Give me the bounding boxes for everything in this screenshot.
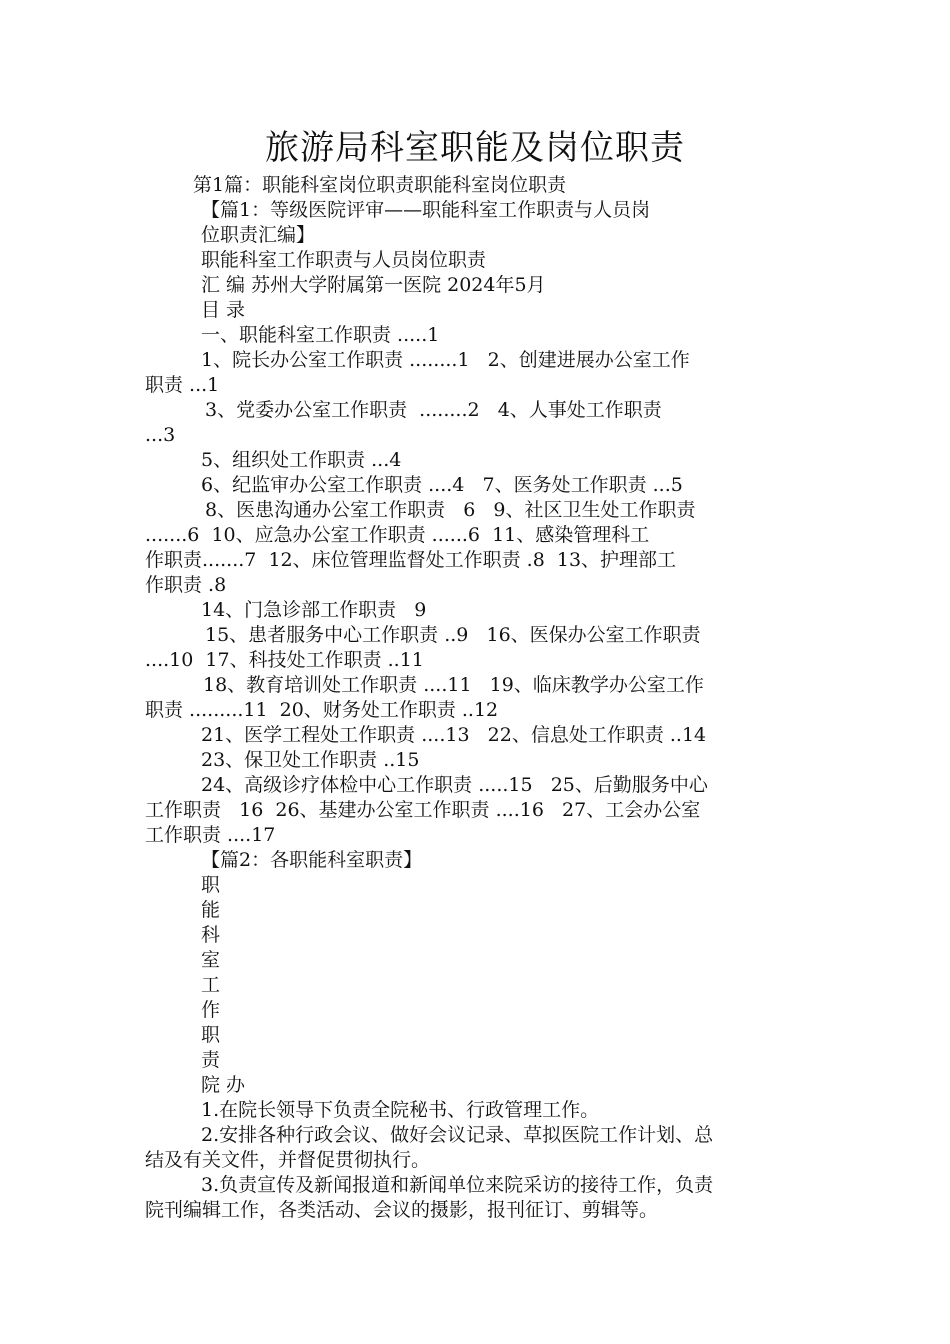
text-line: 职能科室工作职责与人员岗位职责 [201,249,487,271]
text-line: 职 [201,1024,221,1046]
text-line: 5、组织处工作职责 ...4 [201,449,402,471]
text-line: .......6 10、应急办公室工作职责 ......6 11、感染管理科工 [145,524,650,546]
text-line: 作职责 .8 [145,574,227,596]
text-line: 职 [201,874,221,896]
text-line: 能 [201,899,221,921]
text-line: 作 [201,999,221,1021]
text-line: 院 办 [201,1074,246,1096]
text-line: 15、患者服务中心工作职责 ..9 16、医保办公室工作职责 [205,624,701,646]
text-line: ...3 [145,424,176,446]
text-line: 工作职责 ....17 [145,824,276,846]
text-line: 结及有关文件，并督促贯彻执行。 [145,1149,431,1171]
text-line: 一、职能科室工作职责 .....1 [201,324,440,346]
text-line: 24、高级诊疗体检中心工作职责 .....15 25、后勤服务中心 [201,774,708,796]
text-line: 科 [201,924,221,946]
text-line: 【篇2：各职能科室职责】 [201,849,423,871]
text-line: 汇 编 苏州大学附属第一医院 2024年5月 [201,274,546,296]
document-title: 旅游局科室职能及岗位职责 [265,128,685,168]
text-line: 院刊编辑工作，各类活动、会议的摄影，报刊征订、剪辑等。 [145,1199,659,1221]
text-line: 位职责汇编】 [201,224,316,246]
document-body [145,173,807,1223]
text-line: 21、医学工程处工作职责 ....13 22、信息处工作职责 ..14 [201,724,707,746]
text-line: 职责 ...1 [145,374,220,396]
text-line: 6、纪监审办公室工作职责 ....4 7、医务处工作职责 ...5 [201,474,683,496]
text-line: 室 [201,949,221,971]
text-line: 18、教育培训处工作职责 ....11 19、临床教学办公室工作 [203,674,704,696]
text-line: 职责 .........11 20、财务处工作职责 ..12 [145,699,499,721]
text-line: 责 [201,1049,221,1071]
text-line: 【篇1：等级医院评审——职能科室工作职责与人员岗 [201,199,651,221]
text-line: 8、医患沟通办公室工作职责 6 9、社区卫生处工作职责 [205,499,696,521]
text-line: 工 [201,974,221,996]
text-line: 作职责.......7 12、床位管理监督处工作职责 .8 13、护理部工 [145,549,677,571]
text-line: 3、党委办公室工作职责 ........2 4、人事处工作职责 [205,399,662,421]
text-line: 23、保卫处工作职责 ..15 [201,749,420,771]
text-line: ....10 17、科技处工作职责 ..11 [145,649,424,671]
text-line: 第1篇：职能科室岗位职责职能科室岗位职责 [193,174,567,196]
text-line: 工作职责 16 26、基建办公室工作职责 ....16 27、工会办公室 [145,799,701,821]
text-line: 14、门急诊部工作职责 9 [201,599,427,621]
text-line: 1、院长办公室工作职责 ........1 2、创建进展办公室工作 [201,349,690,371]
text-line: 1.在院长领导下负责全院秘书、行政管理工作。 [201,1099,600,1121]
text-line: 目 录 [201,299,246,321]
text-line: 2.安排各种行政会议、做好会议记录、草拟医院工作计划、总 [201,1124,714,1146]
text-line: 3.负责宣传及新闻报道和新闻单位来院采访的接待工作，负责 [201,1174,714,1196]
